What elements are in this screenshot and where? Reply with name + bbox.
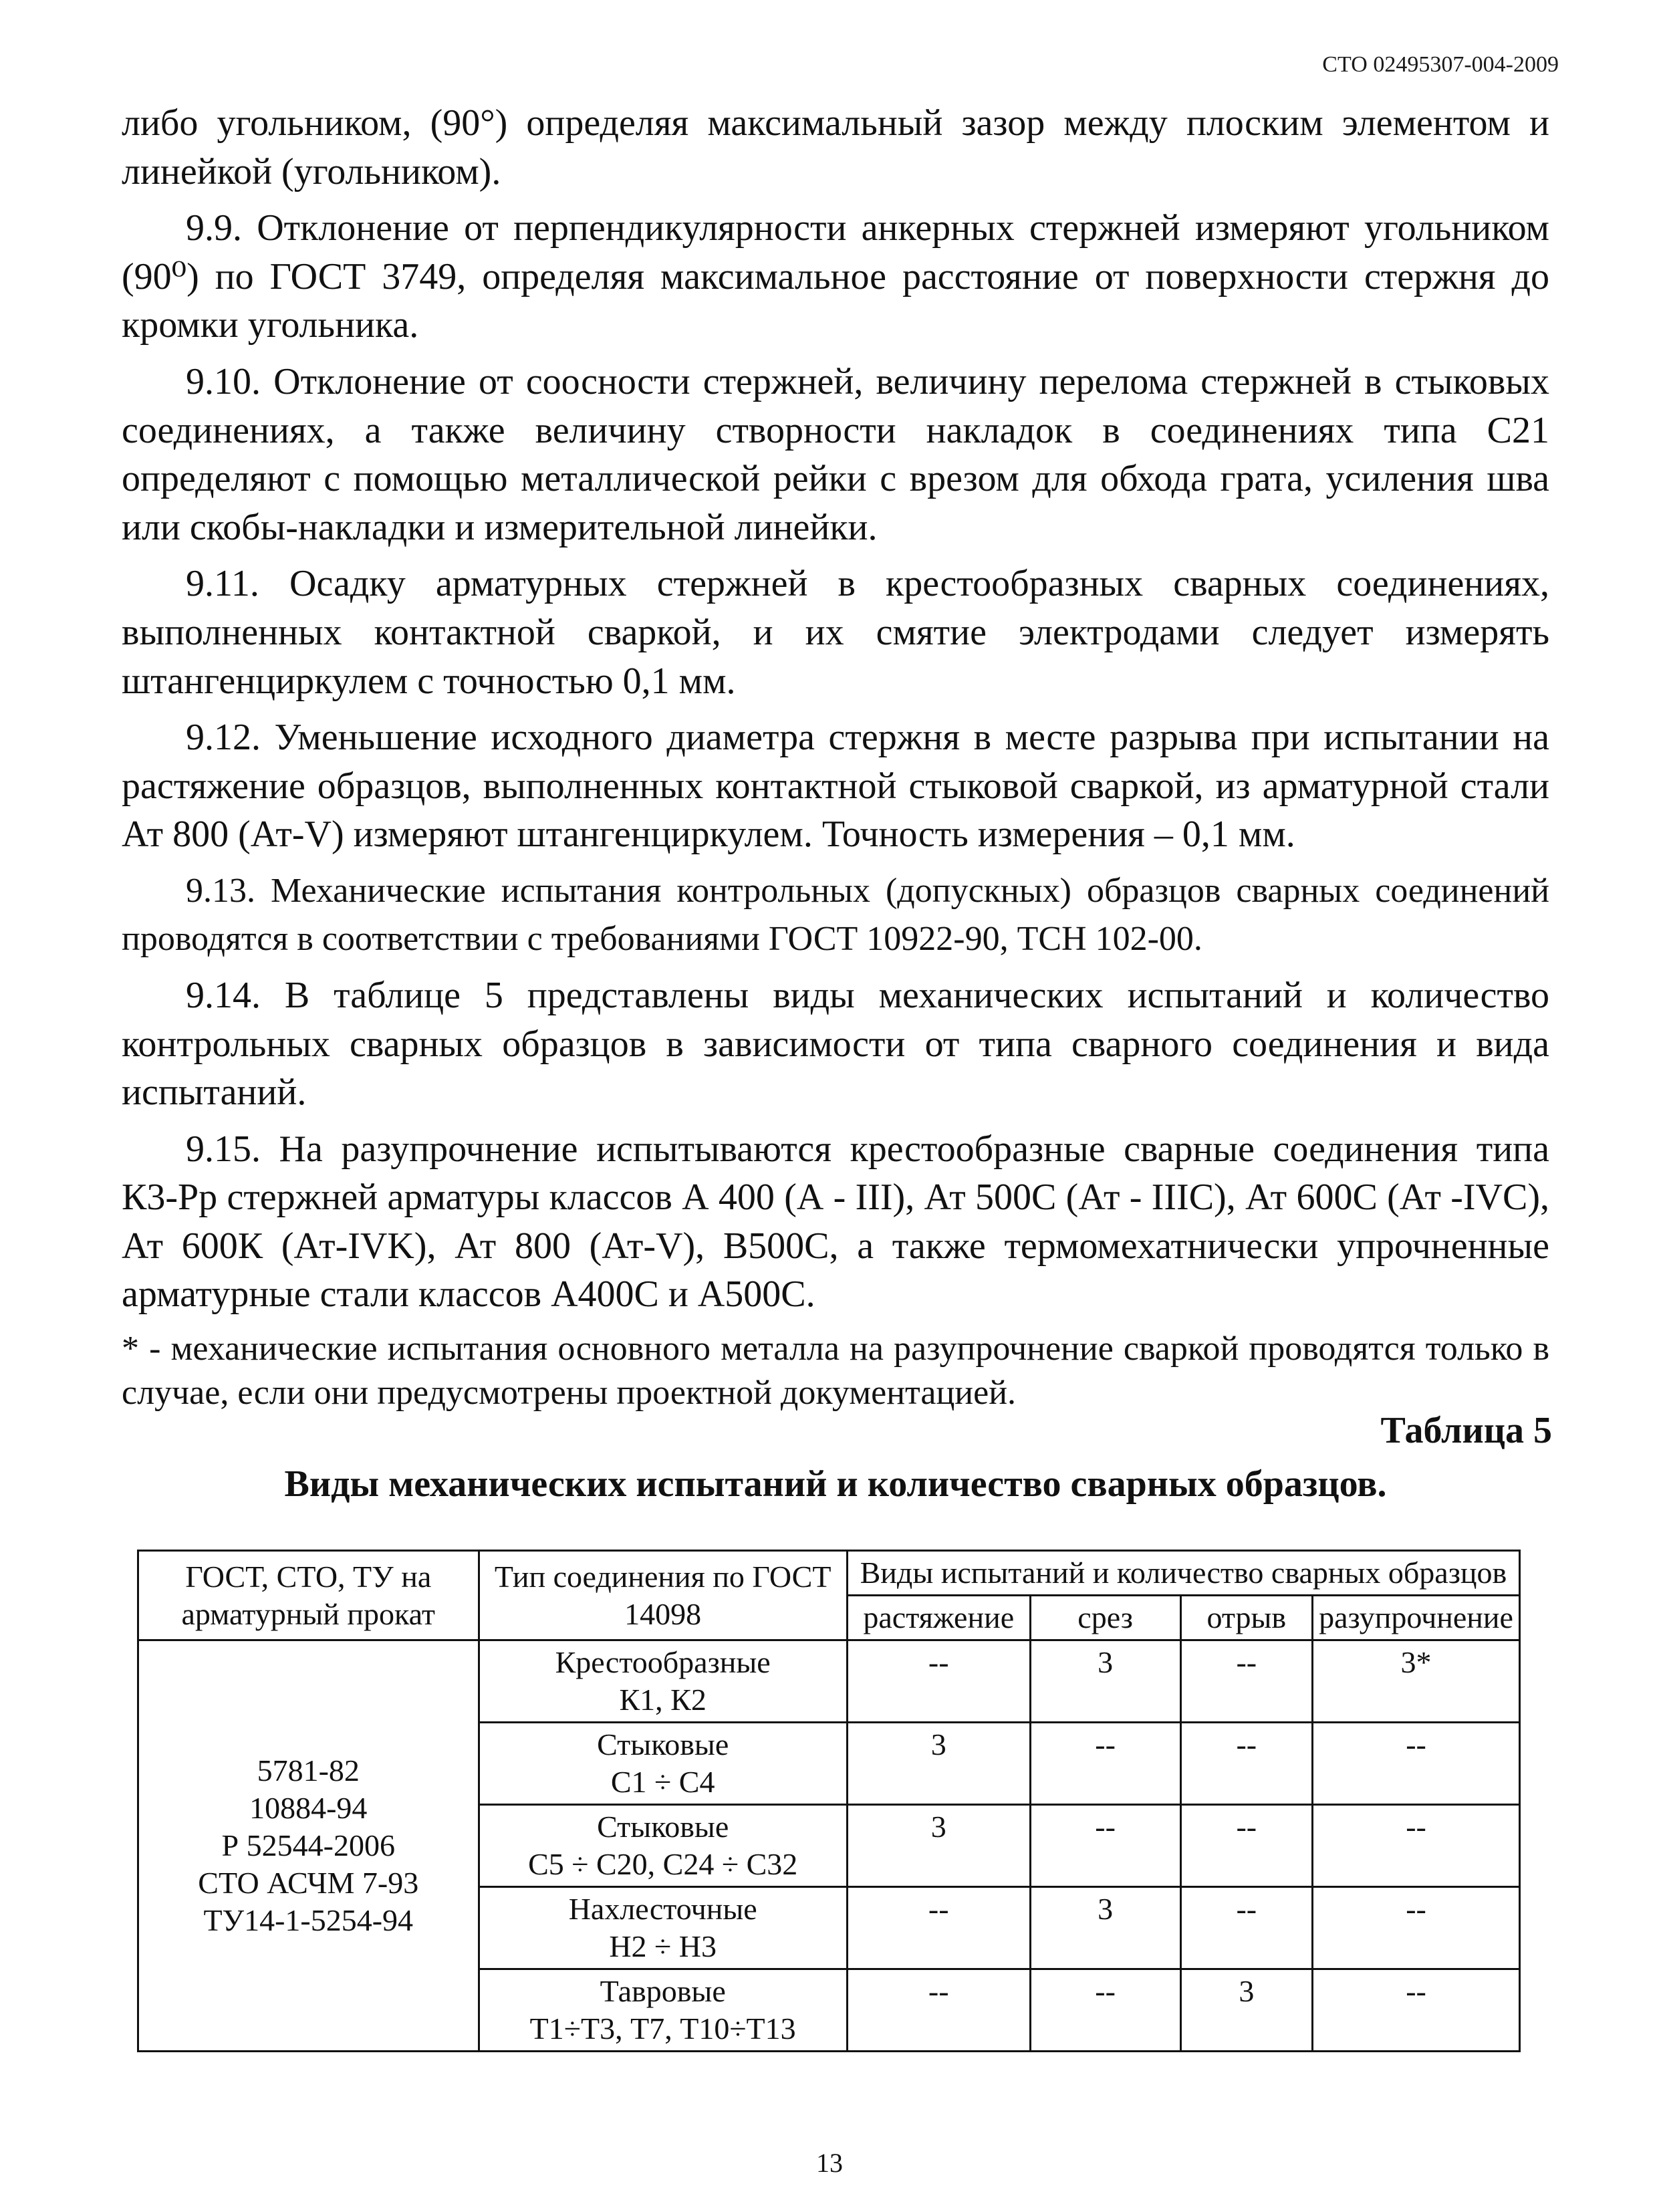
paragraph-9-11: 9.11. Осадку арматурных стержней в крестообразных сварных соединениях, выполненных контактной сваркой, и их смятие электродами следует измерять штангенциркулем с точностью 0,1 мм. xyxy=(122,563,1549,702)
joint-type-cell: Тавровые Т1÷Т3, Т7, Т10÷Т13 xyxy=(479,1969,847,2052)
table-number: Таблица 5 xyxy=(1380,1410,1552,1451)
col-header-test-types: Виды испытаний и количество сварных образцов xyxy=(847,1551,1519,1596)
paragraph-9-10: 9.10. Отклонение от соосности стержней, величину перелома стержней в стыковых соединениях, а также величину створности накладок в соединениях типа С21 определяют с помощью металлической рейки с врезом для обхода грата, усиления шва или скобы-накладки и измерительной линейки. xyxy=(122,360,1549,548)
joint-type-cell: Нахлесточные Н2 ÷ Н3 xyxy=(479,1887,847,1969)
test-count-cell: -- xyxy=(1313,1887,1520,1969)
paragraph-9-12: 9.12. Уменьшение исходного диаметра стержня в месте разрыва при испытании на растяжение образцов, выполненных контактной стыковой сваркой, из арматурной стали Ат 800 (Ат-V) измеряют штангенциркулем. Точность измерения – 0,1 мм. xyxy=(122,717,1549,856)
test-count-cell: 3 xyxy=(1180,1969,1313,2052)
document-code: СТО 02495307-004-2009 xyxy=(1322,52,1559,77)
page-number: 13 xyxy=(816,2148,843,2178)
joint-type-cell: Крестообразные К1, К2 xyxy=(479,1640,847,1723)
test-count-cell: -- xyxy=(1180,1805,1313,1887)
test-count-cell: -- xyxy=(1030,1805,1180,1887)
test-count-cell: -- xyxy=(1030,1723,1180,1805)
footnote: * - механические испытания основного металла на разупрочнение сваркой проводятся только в случае, если они предусмотрены проектной документацией. xyxy=(122,1330,1549,1412)
test-count-cell: 3 xyxy=(847,1805,1030,1887)
paragraph-9-13: 9.13. Механические испытания контрольных (допускных) образцов сварных соединений проводятся в соответствии с требованиями ГОСТ 10922-90, ТСН 102-00. xyxy=(122,871,1549,958)
standards-cell: 5781-82 10884-94 Р 52544-2006 СТО АСЧМ 7-93 ТУ14-1-5254-94 xyxy=(138,1640,479,2052)
joint-type-cell: Стыковые С5 ÷ С20, С24 ÷ С32 xyxy=(479,1805,847,1887)
col-header-tension: растяжение xyxy=(847,1596,1030,1640)
col-header-joint-type: Тип соединения по ГОСТ 14098 xyxy=(479,1551,847,1640)
test-count-cell: -- xyxy=(847,1887,1030,1969)
body-text xyxy=(122,99,1549,1423)
test-count-cell: -- xyxy=(1180,1640,1313,1723)
test-count-cell: -- xyxy=(1030,1969,1180,2052)
table-row xyxy=(138,1640,1520,1723)
test-count-cell: 3* xyxy=(1313,1640,1520,1723)
test-count-cell: -- xyxy=(1313,1805,1520,1887)
test-count-cell: 3 xyxy=(1030,1887,1180,1969)
test-count-cell: 3 xyxy=(847,1723,1030,1805)
test-count-cell: 3 xyxy=(1030,1640,1180,1723)
paragraph-9-14: 9.14. В таблице 5 представлены виды механических испытаний и количество контрольных сварных образцов в зависимости от типа сварного соединения и вида испытаний. xyxy=(122,974,1549,1114)
col-header-softening: разупрочнение xyxy=(1313,1596,1520,1640)
col-header-shear: срез xyxy=(1030,1596,1180,1640)
table-5 xyxy=(137,1550,1521,2052)
paragraph-9-15: 9.15. На разупрочнение испытываются крестообразные сварные соединения типа К3-Рр стержней арматуры классов А 400 (А - III), Ат 500С (Ат - IIIС), Ат 600С (Ат -IVC), Ат 600К (Ат-IVK), Ат 800 (Ат-V), В500С, а также термомехатнически упрочненные арматурные стали классов А400С и А500С. xyxy=(122,1128,1549,1316)
test-count-cell: -- xyxy=(1313,1969,1520,2052)
test-count-cell: -- xyxy=(1180,1723,1313,1805)
test-count-cell: -- xyxy=(847,1640,1030,1723)
col-header-pull-off: отрыв xyxy=(1180,1596,1313,1640)
paragraph-9-9: 9.9. Отклонение от перпендикулярности анкерных стержней измеряют угольником (90⁰) по ГОСТ 3749, определяя максимальное расстояние от поверхности стержня до кромки угольника. xyxy=(122,207,1549,346)
joint-type-cell: Стыковые С1 ÷ С4 xyxy=(479,1723,847,1805)
test-count-cell: -- xyxy=(1180,1887,1313,1969)
paragraph-continuation: либо угольником, (90°) определяя максимальный зазор между плоским элементом и линейкой (угольником). xyxy=(122,102,1549,193)
test-count-cell: -- xyxy=(1313,1723,1520,1805)
test-count-cell: -- xyxy=(847,1969,1030,2052)
col-header-standards: ГОСТ, СТО, ТУ на арматурный прокат xyxy=(138,1551,479,1640)
table-title: Виды механических испытаний и количество сварных образцов. xyxy=(284,1463,1387,1505)
